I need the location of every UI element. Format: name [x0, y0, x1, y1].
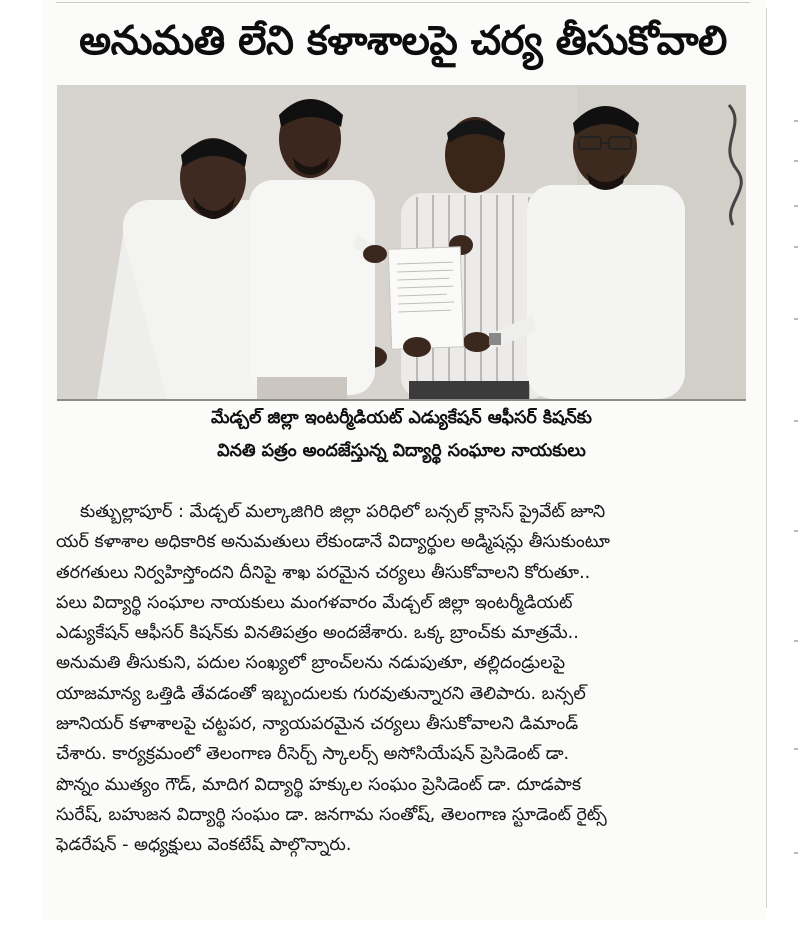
body-line: పొన్నం ముత్యం గౌడ్, మాదిగ విద్యార్థి హక్కుల సంఘం ప్రెసిడెంట్ డా. దూడపాక [56, 774, 582, 795]
body-line: పలు విద్యార్థి సంఘాల నాయకులు మంగళవారం మేడ్చల్ జిల్లా ఇంటర్మీడియట్ [56, 592, 573, 613]
body-line: ఫెడరేషన్ - అధ్యక్షులు వెంకటేష్ పాల్గొన్నారు. [56, 835, 352, 856]
photo-people-handing-petition-icon [57, 85, 746, 399]
body-line: అనుమతి తీసుకుని, పదుల సంఖ్యలో బ్రాంచ్‌లను నడుపుతూ, తల్లిదండ్రులపై [56, 653, 566, 674]
top-rule [56, 2, 750, 3]
caption-line: వినతి పత్రం అందజేస్తున్న విద్యార్థి సంఘాల నాయకులు [217, 441, 586, 461]
adjacent-column-edge [778, 0, 800, 940]
caption-line: మేడ్చల్ జిల్లా ఇంటర్మీడియట్ ఎడ్యుకేషన్ ఆఫీసర్ కిషన్‌కు [211, 408, 592, 428]
article-headline: అనుమతి లేని కళాశాలపై చర్య తీసుకోవాలి [79, 18, 727, 64]
photo-caption [57, 402, 746, 472]
article-photo [57, 85, 746, 401]
right-border [766, 8, 767, 908]
body-line: యర్ కళాశాల అధికారిక అనుమతులు లేకుండానే విద్యార్థుల అడ్మిషన్లు తీసుకుంటూ [56, 532, 610, 553]
body-line: సురేష్, బహుజన విద్యార్థి సంఘం డా. జనగామ సంతోష్, తెలంగాణ స్టూడెంట్ రైట్స్ [56, 804, 607, 825]
body-line: జూనియర్ కళాశాలపై చట్టపర, న్యాయపరమైన చర్యలు తీసుకోవాలని డిమాండ్ [56, 714, 579, 735]
article-body [56, 497, 756, 861]
body-line: యాజమాన్య ఒత్తిడి తేవడంతో ఇబ్బందులకు గురవుతున్నారని తెలిపారు. బన్సల్ [56, 683, 586, 704]
body-line: కుత్బుల్లాపూర్ : మేడ్చల్ మల్కాజిగిరి జిల్లా పరిధిలో బన్సల్ క్లాసెస్ ప్రైవేట్ జూని [80, 502, 606, 522]
body-line: చేశారు. కార్యక్రమంలో తెలంగాణ రీసెర్చ్ స్కాలర్స్ అసోసియేషన్ ప్రెసిడెంట్ డా. [56, 744, 570, 765]
body-line: ఎడ్యుకేషన్ ఆఫీసర్ కిషన్‌కు వినతిపత్రం అందజేశారు. ఒక్క బ్రాంచ్‌కు మాత్రమే.. [56, 623, 579, 644]
body-line: తరగతులు నిర్వహిస్తోందని దీనిపై శాఖ పరమైన చర్యలు తీసుకోవాలని కోరుతూ.. [56, 562, 591, 583]
